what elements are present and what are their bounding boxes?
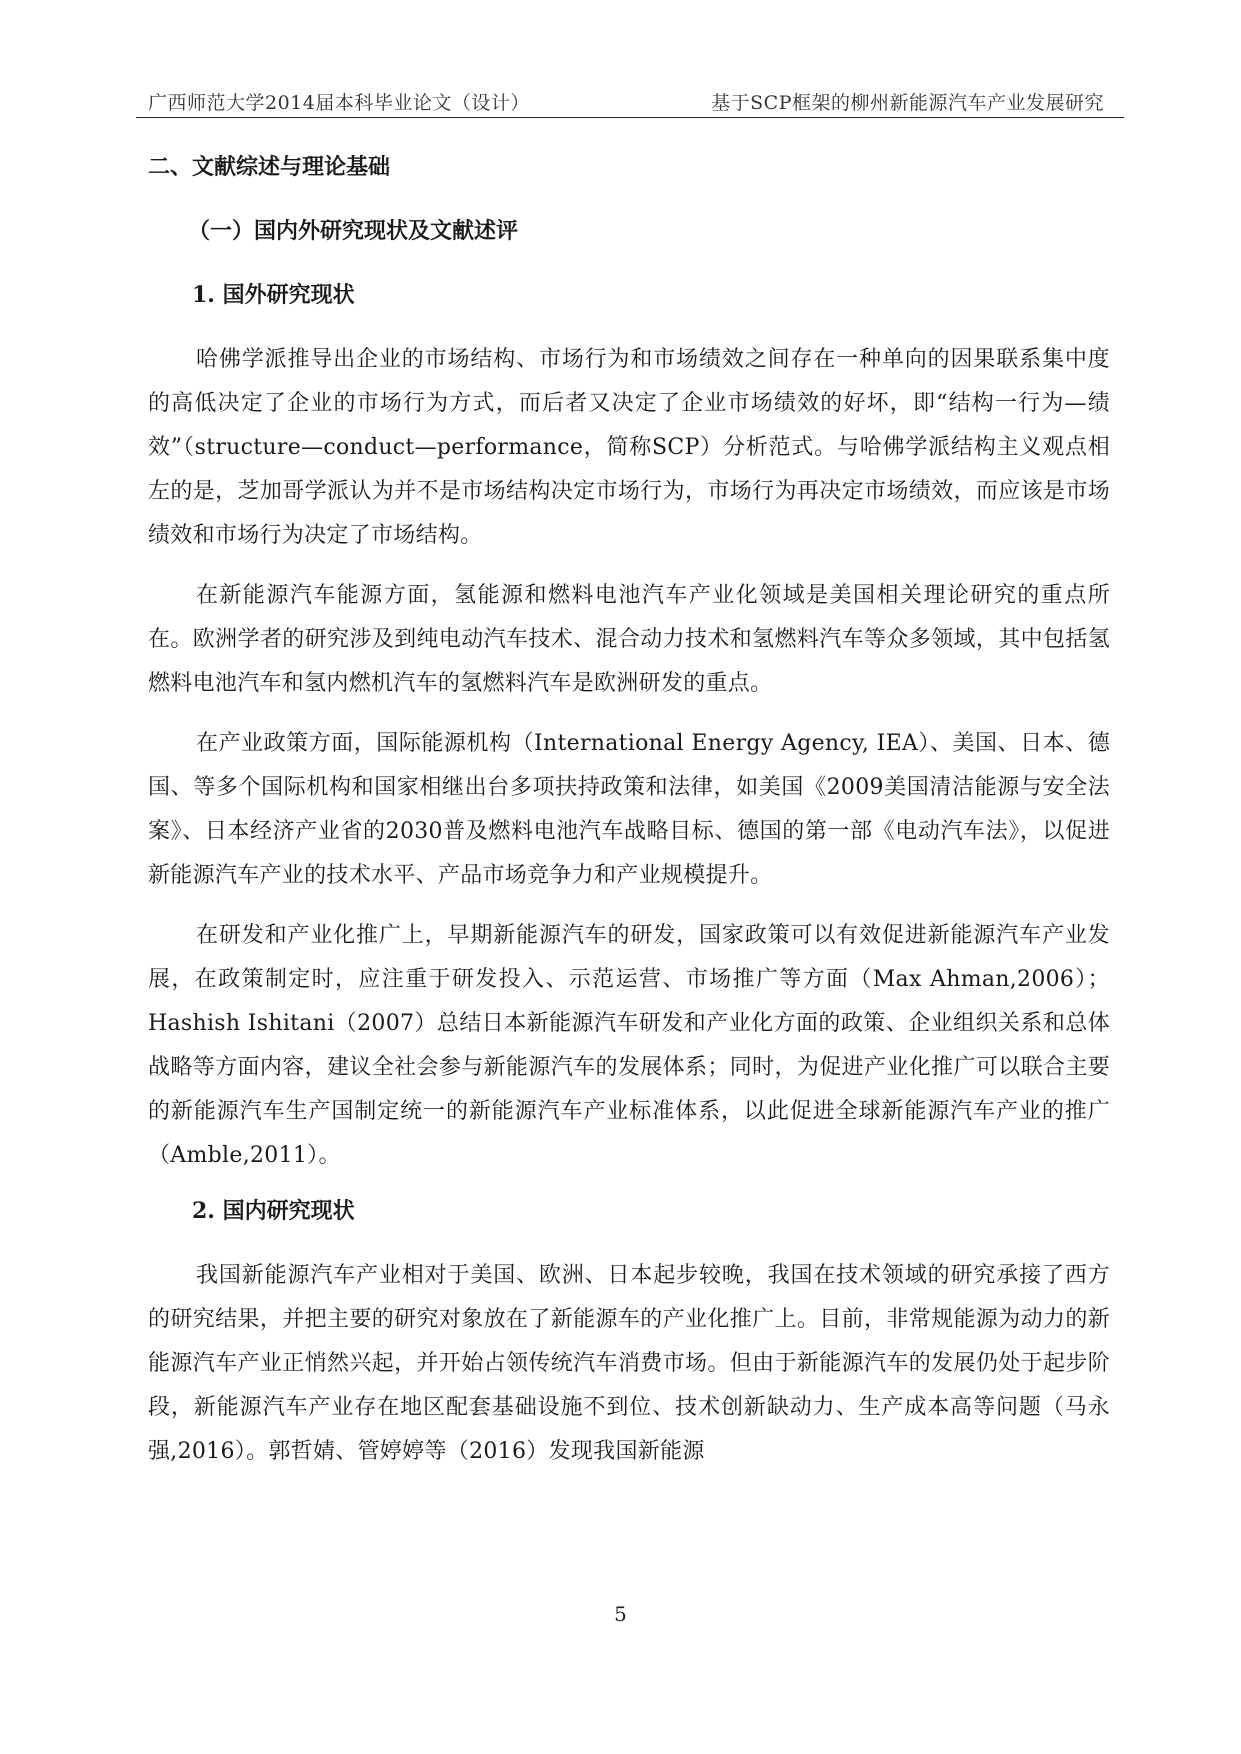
page-header <box>136 84 1124 114</box>
paragraph-energy: 在新能源汽车能源方面，氢能源和燃料电池汽车产业化领域是美国相关理论研究的重点所在。欧洲学者的研究涉及到纯电动汽车技术、混合动力技术和氢燃料汽车等众多领域，其中包括氢燃料电池汽车和氢内燃机汽车的氢燃料汽车是欧洲研发的重点。 <box>148 583 1110 696</box>
subsection-heading-foreign: 1. 国外研究现状 <box>192 282 355 308</box>
subsection-heading-domestic: 2. 国内研究现状 <box>192 1198 355 1224</box>
paragraph-scp: 哈佛学派推导出企业的市场结构、市场行为和市场绩效之间存在一种单向的因果联系集中度的高低决定了企业的市场行为方式，而后者又决定了企业市场绩效的好坏，即“结构一行为—绩效”（structure—conduct—performance，简称SCP）分析范式。与哈佛学派结构主义观点相左的是，芝加哥学派认为并不是市场结构决定市场行为，市场行为再决定市场绩效，而应该是市场绩效和市场行为决定了市场结构。 <box>148 347 1110 548</box>
header-rule <box>136 117 1124 118</box>
header-thesis-title: 基于SCP框架的柳州新能源汽车产业发展研究 <box>711 92 1104 114</box>
paragraph-rd: 在研发和产业化推广上，早期新能源汽车的研发，国家政策可以有效促进新能源汽车产业发展，在政策制定时，应注重于研发投入、示范运营、市场推广等方面（Max Ahman,2006）；Hashish Ishitani（2007）总结日本新能源汽车研发和产业化方面的政策、企业组织关系和总体战略等方面内容，建议全社会参与新能源汽车的发展体系；同时，为促进产业化推广可以联合主要的新能源汽车生产国制定统一的新能源汽车产业标准体系，以此促进全球新能源汽车产业的推广（Amble,2011）。 <box>148 923 1110 1168</box>
paragraph-domestic: 我国新能源汽车产业相对于美国、欧洲、日本起步较晚，我国在技术领域的研究承接了西方的研究结果，并把主要的研究对象放在了新能源车的产业化推广上。目前，非常规能源为动力的新能源汽车产业正悄然兴起，并开始占领传统汽车消费市场。但由于新能源汽车的发展仍处于起步阶段，新能源汽车产业存在地区配套基础设施不到位、技术创新缺动力、生产成本高等问题（马永强,2016）。郭哲婧、管婷婷等（2016）发现我国新能源 <box>148 1263 1110 1464</box>
page-number: 5 <box>614 1602 627 1626</box>
paragraph-policy: 在产业政策方面，国际能源机构（International Energy Agency, IEA）、美国、日本、德国、等多个国际机构和国家相继出台多项扶持政策和法律，如美国《2009美国清洁能源与安全法案》、日本经济产业省的2030普及燃料电池汽车战略目标、德国的第一部《电动汽车法》，以促进新能源汽车产业的技术水平、产品市场竞争力和产业规模提升。 <box>148 731 1110 888</box>
header-thesis-label: 广西师范大学2014届本科毕业论文（设计） <box>148 92 530 114</box>
chapter-heading: 二、文献综述与理论基础 <box>148 154 391 180</box>
section-heading: （一）国内外研究现状及文献述评 <box>188 218 519 244</box>
page-body <box>148 150 1110 1490</box>
